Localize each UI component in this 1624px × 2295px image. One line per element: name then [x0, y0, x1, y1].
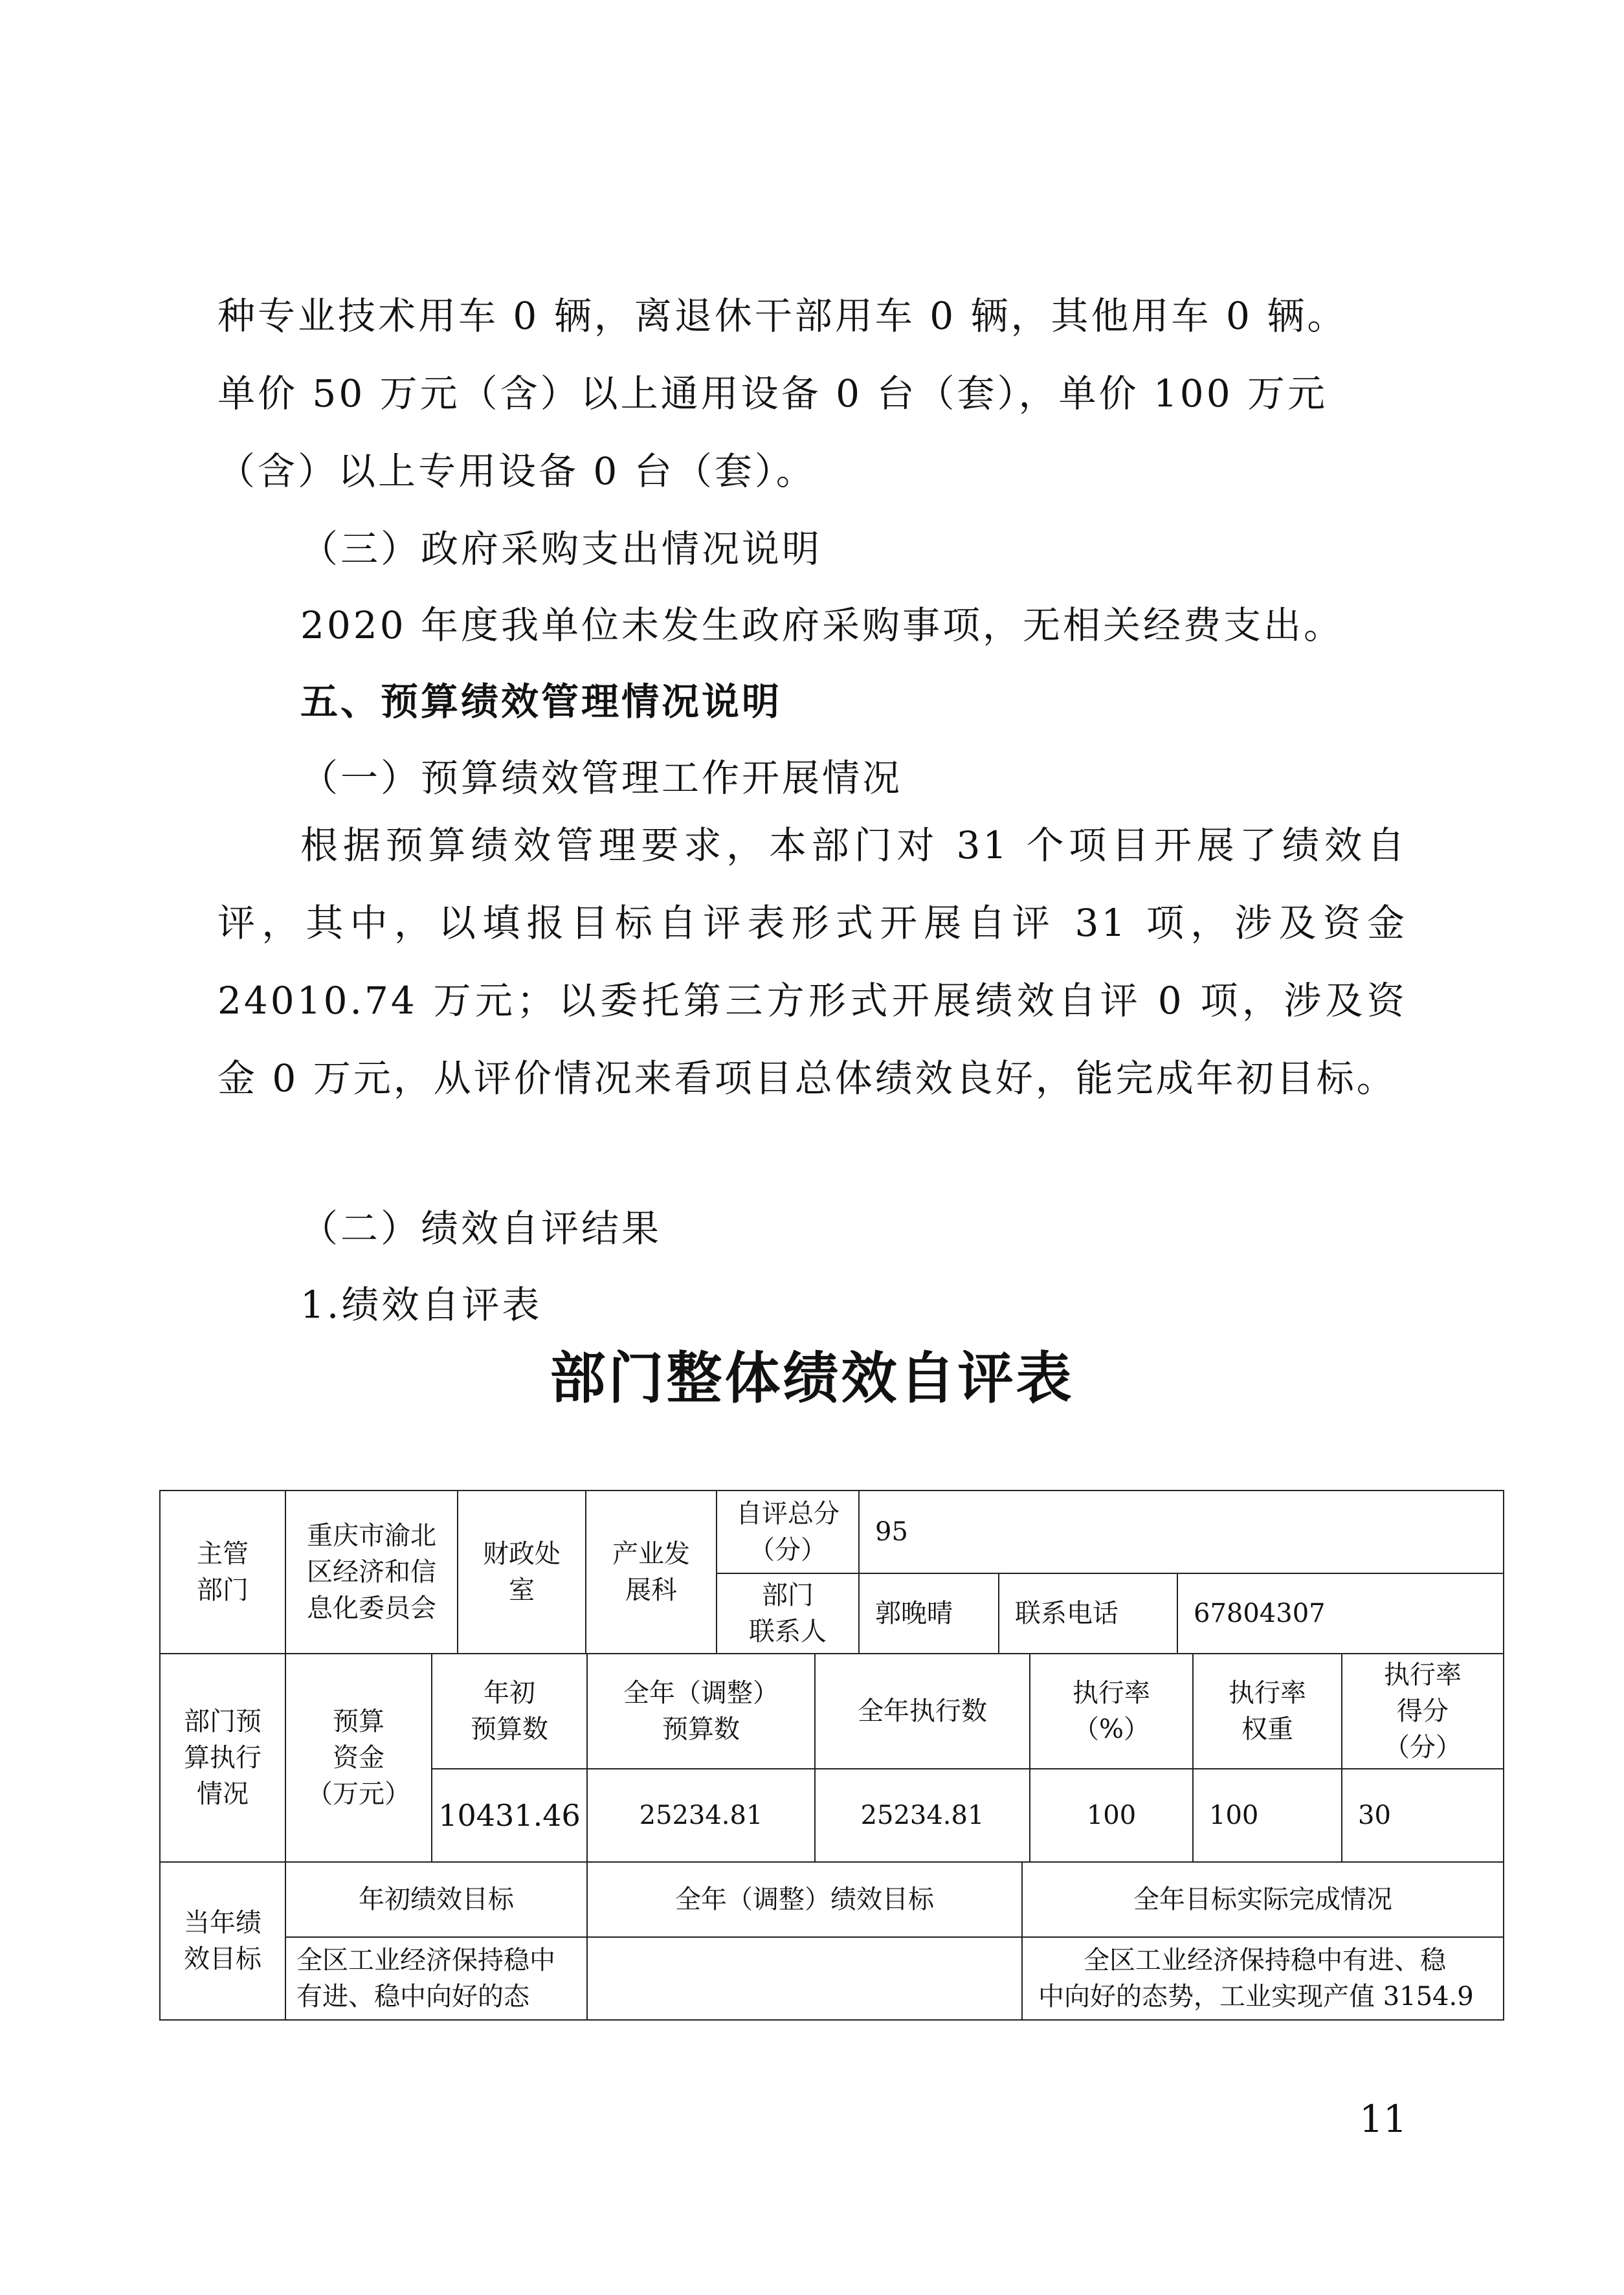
contact-value-cell: 郭晚晴	[858, 1573, 999, 1654]
exec-label-cell: 部门预 算执行 情况	[159, 1653, 286, 1863]
table-title: 部门整体绩效自评表	[550, 1346, 1074, 1411]
goal-col-initial: 年初绩效目标	[285, 1861, 588, 1938]
goal-col-actual: 全年目标实际完成情况	[1021, 1861, 1504, 1938]
office-cell: 财政处 室	[457, 1490, 586, 1654]
col-rate-score: 执行率 得分 （分）	[1341, 1653, 1504, 1769]
dept-label-cell: 主管 部门	[159, 1490, 286, 1654]
procurement-paragraph: 2020 年度我单位未发生政府采购事项，无相关经费支出。	[300, 603, 1344, 647]
subheading-procurement: （三）政府采购支出情况说明	[300, 527, 823, 571]
body-line-1: 种专业技术用车 0 辆，离退休干部用车 0 辆，其他用车 0 辆。	[217, 294, 1348, 338]
val-executed: 25234.81	[814, 1768, 1030, 1863]
goal-val-adjusted	[586, 1936, 1023, 2021]
section-heading-five: 五、预算绩效管理情况说明	[300, 680, 783, 724]
score-value-cell: 95	[858, 1490, 1504, 1574]
val-exec-rate: 100	[1029, 1768, 1194, 1863]
goal-val-initial: 全区工业经济保持稳中 有进、稳中向好的态	[285, 1936, 588, 2021]
col-adjusted-budget: 全年（调整） 预算数	[586, 1653, 816, 1769]
col-exec-rate: 执行率 （%）	[1029, 1653, 1194, 1769]
page-number: 11	[1359, 2097, 1407, 2141]
phone-label-cell: 联系电话	[998, 1573, 1178, 1654]
self-evaluation-table	[159, 1490, 1504, 2021]
goal-col-adjusted: 全年（调整）绩效目标	[586, 1861, 1023, 1938]
dept-value-cell: 重庆市渝北 区经济和信 息化委员会	[285, 1490, 458, 1654]
performance-paragraph: 根据预算绩效管理要求，本部门对 31 个项目开展了绩效自评，其中，以填报目标自评表形式开展自评 31 项，涉及资金 24010.74 万元；以委托第三方形式开展绩效自评 0 项，涉及资金 0 万元，从评价情况来看项目总体绩效良好，能完成年初目标。	[217, 823, 1407, 1100]
subheading-performance-work: （一）预算绩效管理工作开展情况	[300, 756, 903, 800]
col-initial-budget: 年初 预算数	[431, 1653, 588, 1769]
score-label-cell: 自评总分 （分）	[716, 1490, 860, 1574]
list-item-self-evaluation-table: 1.绩效自评表	[300, 1283, 542, 1327]
val-adjusted-budget: 25234.81	[586, 1768, 816, 1863]
col-rate-weight: 执行率 权重	[1192, 1653, 1342, 1769]
val-initial-budget: 10431.46	[431, 1768, 588, 1863]
section-cell: 产业发 展科	[585, 1490, 717, 1654]
val-rate-score: 30	[1341, 1768, 1504, 1863]
funds-label-cell: 预算 资金 （万元）	[285, 1653, 432, 1863]
goal-val-actual: 全区工业经济保持稳中有进、稳 中向好的态势，工业实现产值 3154.9	[1021, 1936, 1504, 2021]
phone-value-cell: 67804307	[1177, 1573, 1504, 1654]
body-line-2: 单价 50 万元（含）以上通用设备 0 台（套），单价 100 万元	[217, 371, 1328, 416]
body-line-3: （含）以上专用设备 0 台（套）。	[217, 449, 816, 493]
val-rate-weight: 100	[1192, 1768, 1342, 1863]
subheading-self-evaluation: （二）绩效自评结果	[300, 1206, 662, 1250]
col-executed: 全年执行数	[814, 1653, 1030, 1769]
goal-label-cell: 当年绩 效目标	[159, 1861, 286, 2021]
contact-label-cell: 部门 联系人	[716, 1573, 860, 1654]
